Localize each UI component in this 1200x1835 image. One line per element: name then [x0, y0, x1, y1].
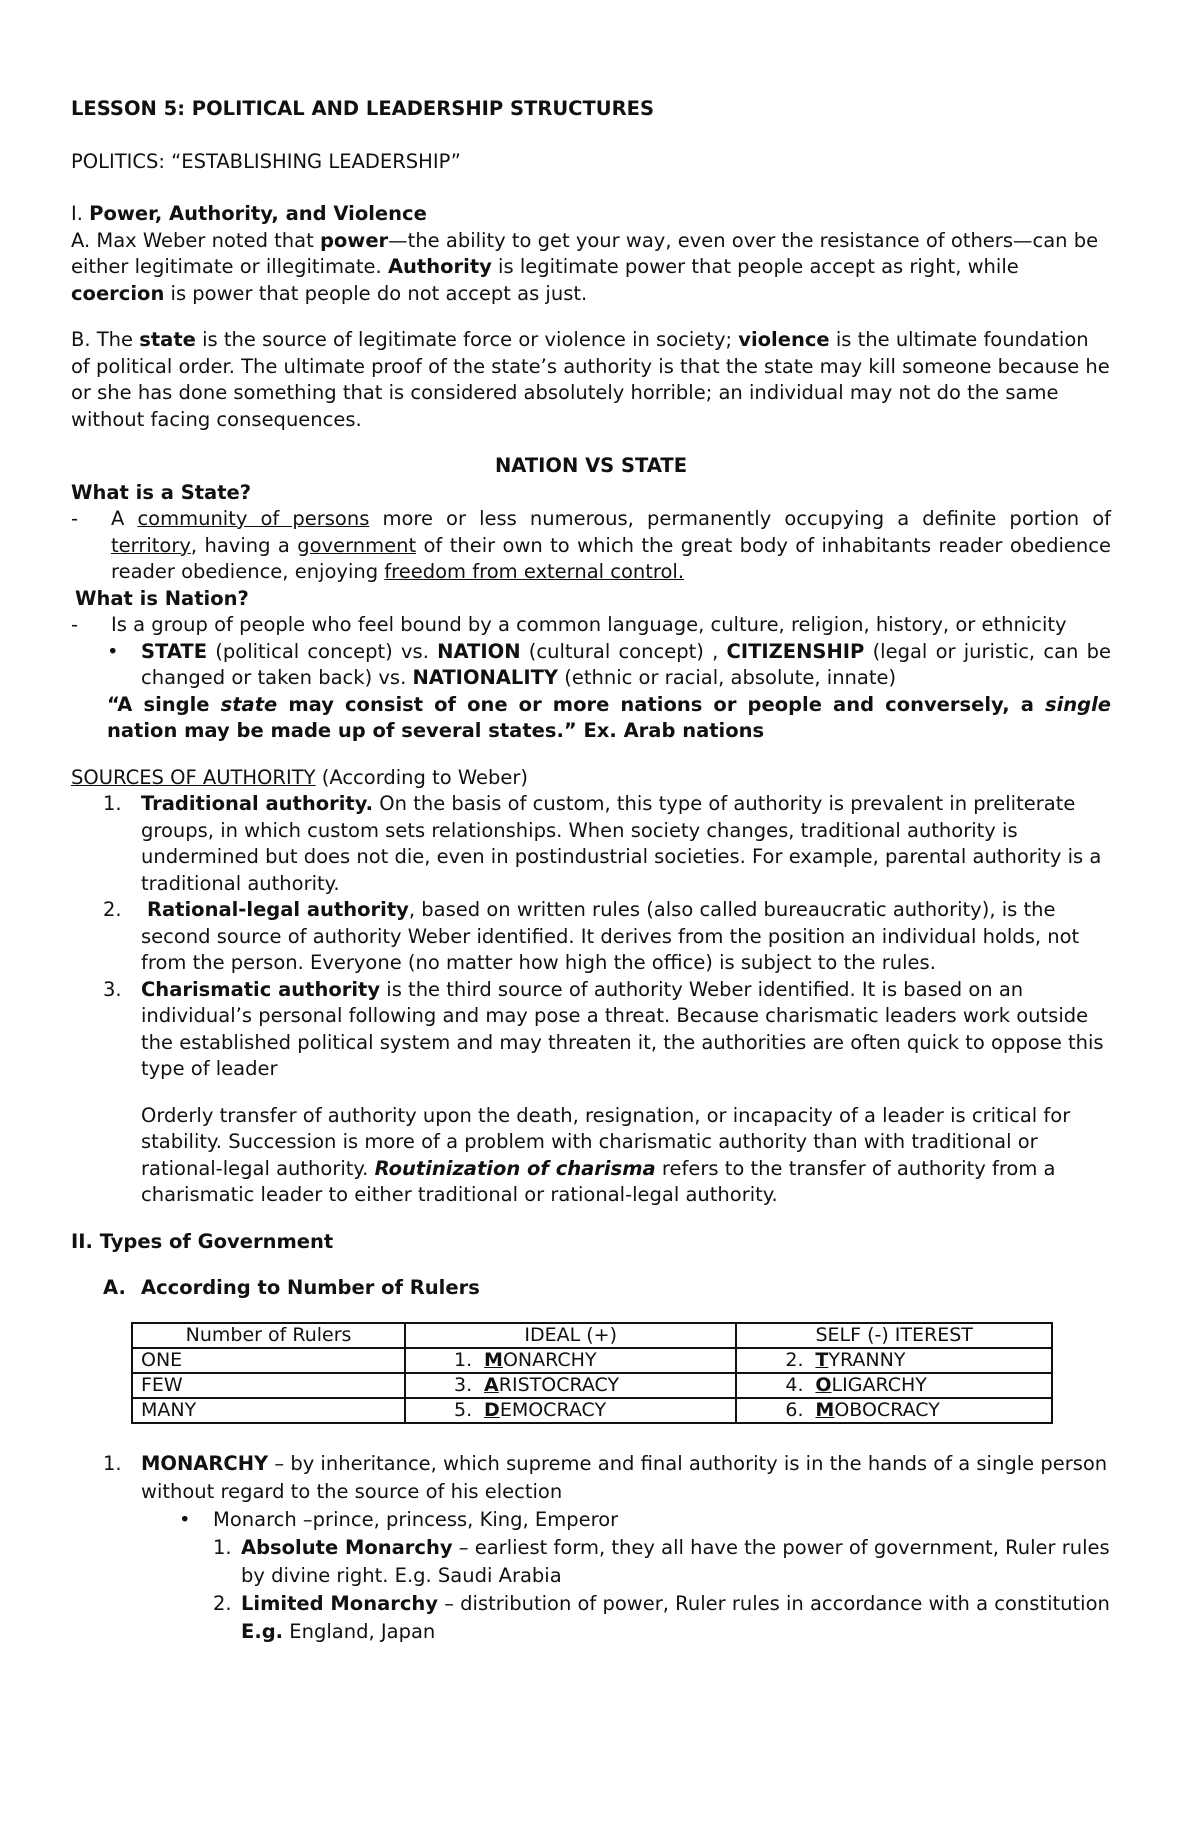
table-row: [132, 1348, 1052, 1373]
list-number: 2.: [785, 1349, 804, 1371]
table-cell: [736, 1373, 1052, 1398]
monarchy-example: [71, 1618, 1111, 1646]
text-run: refers to the transfer of authority from a charismatic leader to either traditional or rational-legal authority.: [141, 1156, 1056, 1206]
list-number: 1.: [454, 1349, 473, 1371]
term-violence: violence: [738, 328, 830, 351]
emphasis: state: [220, 692, 278, 716]
list-letter: A.: [103, 1276, 126, 1299]
subsection-title: According to Number of Rulers: [141, 1276, 480, 1299]
monarchy-subitem-1: [71, 1534, 1111, 1590]
nation-definition: [71, 612, 1111, 639]
dash-marker: -: [71, 507, 79, 530]
example-label: E.g.: [241, 1619, 284, 1643]
text-run: B. The: [71, 328, 140, 351]
table-cell: ONE: [132, 1348, 405, 1373]
underlined-term: freedom from external control.: [384, 560, 685, 583]
text-run: , based on written rules (also called bureaucratic authority), is the second source of authority Weber identified. It derives from the position an individual holds, not from the person. Everyone (no matter how high the office) is subject to the rules.: [141, 898, 1080, 974]
nation-question: What is Nation?: [75, 586, 249, 610]
text-run: – by inheritance, which supreme and final authority is in the hands of a single person without regard to the source of his election: [141, 1451, 1108, 1503]
table-header: Number of Rulers: [132, 1323, 405, 1348]
list-number: 5.: [454, 1399, 473, 1421]
table-cell: [736, 1348, 1052, 1373]
underlined-term: government: [297, 533, 417, 557]
rulers-table: [131, 1322, 1053, 1424]
document-page: [71, 96, 1111, 1646]
text-run: A. Max Weber noted that: [71, 228, 320, 252]
text-run: Monarch –prince, princess, King, Emperor: [213, 1507, 619, 1531]
state-definition: [71, 506, 1111, 586]
initial-letter: D: [484, 1399, 500, 1421]
text-run: is the ultimate foundation of political order. The ultimate proof of the state’s authority is that the state may kill someone because he or she has done something that is considered absolutely horrible; an individual may not do the same without facing consequences.: [71, 328, 1110, 431]
monarchy-item: [71, 1450, 1111, 1506]
section-1-prefix: I.: [71, 202, 90, 225]
underlined-term: territory: [111, 533, 191, 557]
list-number: 6.: [785, 1399, 804, 1421]
section-1-paragraph-a: [71, 228, 1111, 308]
state-question: What is a State?: [71, 480, 252, 504]
term-coercion: coercion: [71, 281, 165, 305]
text-run: (cultural concept) ,: [520, 639, 727, 663]
initial-letter: O: [815, 1374, 832, 1396]
state-nation-quote: [71, 692, 1111, 745]
text-run: A: [111, 507, 138, 530]
table-cell: FEW: [132, 1373, 405, 1398]
table-cell: [405, 1348, 736, 1373]
initial-letter: M: [484, 1349, 503, 1371]
initial-letter: T: [815, 1349, 829, 1371]
source-item-2: [71, 897, 1111, 977]
term-nation: NATION: [437, 639, 521, 663]
emphasis: single: [1044, 692, 1112, 716]
term-rational-legal: Rational-legal authority: [147, 898, 409, 921]
bullet-marker: •: [179, 1507, 191, 1531]
table-header: IDEAL (+): [405, 1323, 736, 1348]
term-absolute-monarchy: Absolute Monarchy: [241, 1535, 453, 1559]
list-number: 2.: [213, 1591, 232, 1615]
source-item-3: [71, 977, 1111, 1083]
term-citizenship: CITIZENSHIP: [726, 639, 865, 663]
text-run: England, Japan: [283, 1619, 436, 1643]
text-run: LIGARCHY: [831, 1374, 927, 1396]
term-monarchy: MONARCHY: [141, 1451, 269, 1475]
text-run: – distribution of power, Ruler rules in accordance with a constitution: [438, 1591, 1110, 1615]
text-run: “A single: [107, 692, 221, 716]
table-header: SELF (-) ITEREST: [736, 1323, 1052, 1348]
text-run: – earliest form, they all have the power of government, Ruler rules by divine right. E.g. Saudi Arabia: [241, 1535, 1110, 1587]
term-nationality: NATIONALITY: [412, 666, 559, 689]
term-traditional: Traditional authority.: [141, 792, 374, 815]
text-run: may consist of one or more nations or people and conversely, a: [277, 692, 1045, 716]
section-2-heading: II. Types of Government: [71, 1229, 334, 1253]
term-state: STATE: [141, 639, 208, 663]
term-charismatic: Charismatic authority: [141, 977, 381, 1001]
section-1-paragraph-b: [71, 327, 1111, 433]
monarch-bullet: [71, 1506, 1111, 1534]
table-row: [132, 1398, 1052, 1423]
text-run: EMOCRACY: [499, 1399, 607, 1421]
orderly-transfer-paragraph: [71, 1103, 1111, 1209]
list-number: 4.: [785, 1374, 804, 1396]
text-run: more or less numerous, permanently occupying a definite portion of: [369, 507, 1111, 530]
text-run: is the source of legitimate force or violence in society;: [195, 328, 739, 351]
sources-title: SOURCES OF AUTHORITY: [71, 765, 316, 789]
text-run: (political concept) vs.: [207, 639, 438, 663]
list-number: 1.: [213, 1535, 232, 1559]
table-header-row: [132, 1323, 1052, 1348]
list-number: 2.: [103, 898, 122, 921]
list-number: 3.: [454, 1374, 473, 1396]
initial-letter: A: [484, 1374, 499, 1396]
section-1-title: Power, Authority, and Violence: [89, 202, 427, 225]
text-run: , having a: [190, 533, 298, 557]
text-run: (ethnic or racial, absolute, innate): [558, 666, 897, 689]
list-number: 1.: [103, 1451, 122, 1475]
text-run: is power that people do not accept as just.: [164, 281, 588, 305]
text-run: of their own to which the great body of inhabitants reader obedience reader obedience, enjoying: [111, 533, 1111, 583]
text-run: (legal or juristic, can be changed or taken back) vs.: [141, 639, 1111, 689]
text-run: On the basis of custom, this type of authority is prevalent in preliterate groups, in which custom sets relationships. When society changes, traditional authority is undermined but does not die, even in postindustrial societies. For example, parental authority is a traditional authority.: [141, 792, 1102, 895]
text-run: —the ability to get your way, even over the resistance of others—can be either legitimate or illegitimate.: [71, 228, 1099, 278]
table-row: [132, 1373, 1052, 1398]
monarchy-subitem-2: [71, 1590, 1111, 1618]
state-vs-nation-bullet: [71, 639, 1111, 692]
term-routinization: Routinization of charisma: [374, 1156, 656, 1180]
term-limited-monarchy: Limited Monarchy: [241, 1591, 439, 1615]
list-number: 3.: [103, 977, 122, 1001]
text-run: Is a group of people who feel bound by a common language, culture, religion, history, or ethnicity: [111, 613, 1067, 636]
underlined-term: community of persons: [137, 507, 370, 530]
term-state: state: [139, 328, 196, 351]
table-cell: [405, 1398, 736, 1423]
politics-heading: POLITICS: “ESTABLISHING LEADERSHIP”: [71, 149, 461, 173]
nation-vs-state-heading: NATION VS STATE: [494, 454, 688, 477]
text-run: is the third source of authority Weber identified. It is based on an individual’s personal following and may pose a threat. Because charismatic leaders work outside the established political system and may threaten it, the authorities are often quick to oppose this type of leader: [141, 977, 1104, 1080]
text-run: RISTOCRACY: [498, 1374, 620, 1396]
text-run: YRANNY: [828, 1349, 906, 1371]
bullet-marker: •: [107, 639, 119, 663]
lesson-title: LESSON 5: POLITICAL AND LEADERSHIP STRUCTURES: [71, 97, 654, 120]
section-1-heading: [71, 201, 1111, 228]
table-cell: [736, 1398, 1052, 1423]
text-run: Orderly transfer of authority upon the death, resignation, or incapacity of a leader is critical for stability. Succession is more of a problem with charismatic authority than with traditional or rational-legal authority.: [141, 1103, 1071, 1180]
subsection-a-heading: [71, 1275, 1111, 1302]
term-power: power: [319, 228, 389, 252]
text-run: OBOCRACY: [834, 1399, 940, 1421]
list-number: 1.: [103, 792, 122, 815]
sources-heading: [71, 765, 1111, 792]
source-item-1: [71, 791, 1111, 897]
text-run: ONARCHY: [502, 1349, 597, 1371]
text-run: nation may be made up of several states.” Ex. Arab nations: [107, 719, 765, 742]
text-run: (According to Weber): [315, 765, 529, 789]
initial-letter: M: [815, 1399, 835, 1421]
term-authority: Authority: [387, 255, 492, 278]
text-run: is legitimate power that people accept as right, while: [491, 255, 1019, 278]
dash-marker: -: [71, 613, 79, 636]
table-cell: MANY: [132, 1398, 405, 1423]
table-cell: [405, 1373, 736, 1398]
